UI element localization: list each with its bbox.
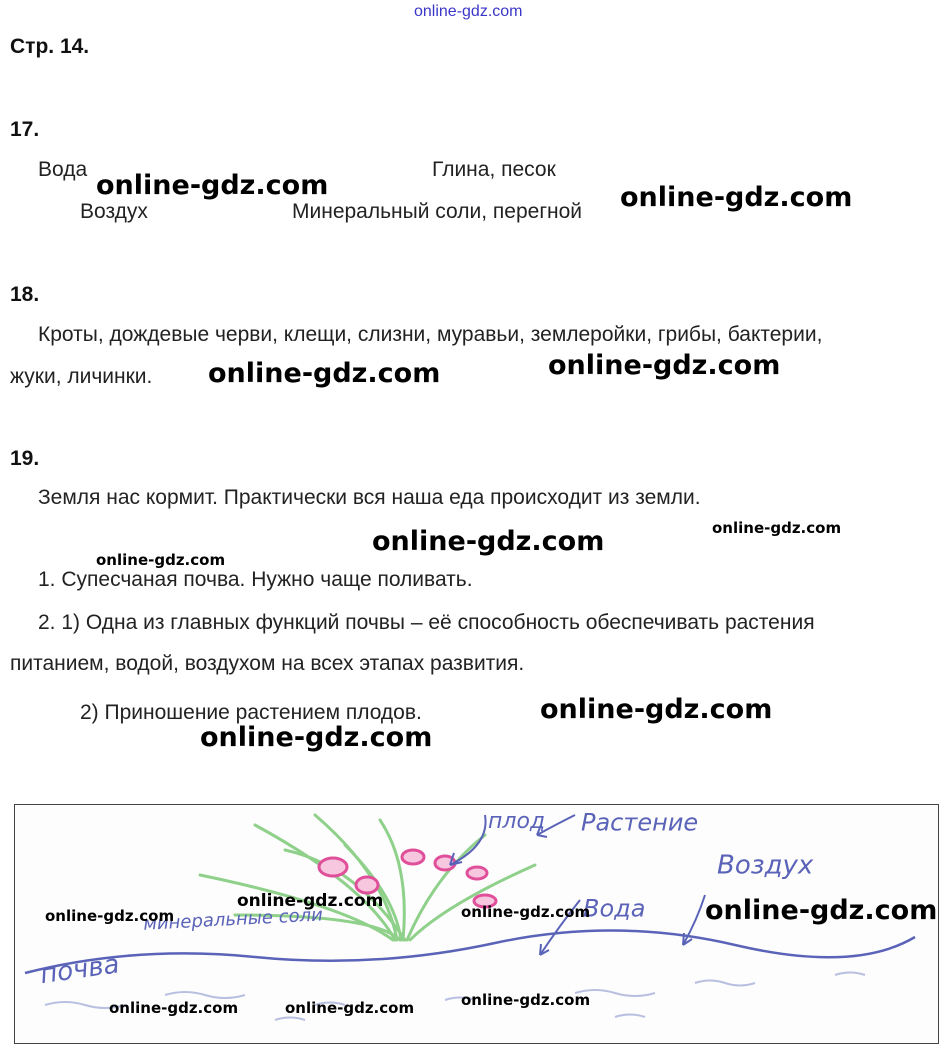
section-17-item-water: Вода xyxy=(38,158,88,181)
watermark: online-gdz.com xyxy=(540,694,773,725)
section-19-item-2-line-1: 2. 1) Одна из главных функций почвы – её способность обеспечивать растения xyxy=(38,611,815,634)
section-19-item-2-line-2: питанием, водой, воздухом на всех этапах развития. xyxy=(10,652,525,675)
watermark: online-gdz.com xyxy=(96,551,226,569)
watermark: online-gdz.com xyxy=(705,895,938,926)
watermark: online-gdz.com xyxy=(461,903,591,921)
top-watermark: online-gdz.com xyxy=(414,3,523,20)
section-18-line-1: Кроты, дождевые черви, клещи, слизни, муравьи, землеройки, грибы, бактерии, xyxy=(38,323,823,346)
section-17-item-minerals: Минеральный соли, перегной xyxy=(292,200,582,223)
watermark: online-gdz.com xyxy=(372,526,605,557)
drawing-label-water: Вода xyxy=(583,894,646,923)
watermark: online-gdz.com xyxy=(45,907,175,925)
watermark: online-gdz.com xyxy=(461,991,591,1009)
drawing-label-air: Воздух xyxy=(717,850,814,881)
section-18-line-2: жуки, личинки. xyxy=(10,365,153,388)
section-17-item-air: Воздух xyxy=(80,200,148,223)
section-19-number: 19. xyxy=(10,447,40,470)
soil-drawing xyxy=(14,804,939,1044)
watermark: online-gdz.com xyxy=(96,170,329,201)
watermark: online-gdz.com xyxy=(237,891,384,911)
section-19-item-1: 1. Супесчаная почва. Нужно чаще поливать. xyxy=(38,568,473,591)
page-title: Стр. 14. xyxy=(10,35,90,58)
watermark: online-gdz.com xyxy=(620,182,853,213)
watermark: online-gdz.com xyxy=(109,999,239,1017)
drawing-label-soil: почва xyxy=(38,949,122,991)
section-17-number: 17. xyxy=(10,118,40,141)
drawing-label-fruit: плод xyxy=(488,809,546,835)
drawing-label-minerals: минеральные соли xyxy=(142,904,324,935)
section-18-number: 18. xyxy=(10,283,40,306)
section-19-line-1: Земля нас кормит. Практически вся наша еда происходит из земли. xyxy=(38,486,701,509)
section-19-item-2-sub: 2) Приношение растением плодов. xyxy=(80,701,422,724)
section-17-item-clay-sand: Глина, песок xyxy=(432,158,556,181)
soil-surface-line xyxy=(25,930,915,973)
watermark: online-gdz.com xyxy=(712,519,842,537)
watermark: online-gdz.com xyxy=(285,999,415,1017)
watermark: online-gdz.com xyxy=(208,358,441,389)
drawing-label-plant: Растение xyxy=(581,808,699,837)
watermark: online-gdz.com xyxy=(200,722,433,753)
watermark: online-gdz.com xyxy=(548,350,781,381)
